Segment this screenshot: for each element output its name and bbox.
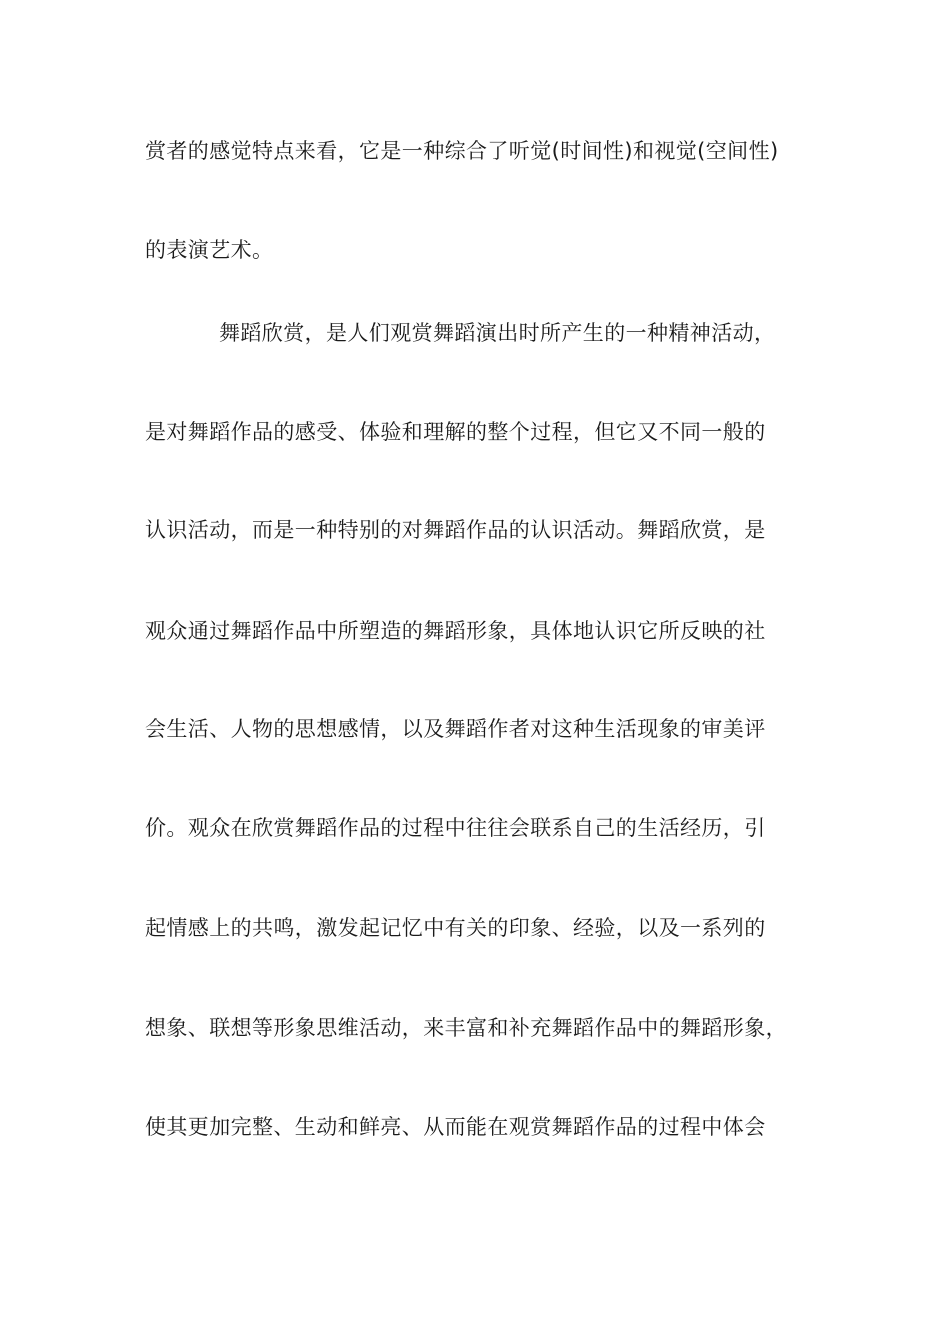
text-line: 起情感上的共鸣，激发起记忆中有关的印象、经验，以及一系列的 <box>145 916 766 940</box>
text-line: 赏者的感觉特点来看，它是一种综合了听觉(时间性)和视觉(空间性) <box>145 139 779 163</box>
text-line: 使其更加完整、生动和鲜亮、从而能在观赏舞蹈作品的过程中体会 <box>145 1115 766 1139</box>
text-line: 认识活动，而是一种特别的对舞蹈作品的认识活动。舞蹈欣赏，是 <box>145 518 766 542</box>
text-line: 是对舞蹈作品的感受、体验和理解的整个过程，但它又不同一般的 <box>145 420 766 444</box>
text-line: 想象、联想等形象思维活动，来丰富和补充舞蹈作品中的舞蹈形象， <box>145 1016 787 1040</box>
text-line: 会生活、人物的思想感情，以及舞蹈作者对这种生活现象的审美评 <box>145 717 766 741</box>
text-line: 价。观众在欣赏舞蹈作品的过程中往往会联系自己的生活经历，引 <box>145 816 766 840</box>
paragraph-start-line: 舞蹈欣赏，是人们观赏舞蹈演出时所产生的一种精神活动， <box>219 321 776 345</box>
text-line: 观众通过舞蹈作品中所塑造的舞蹈形象，具体地认识它所反映的社 <box>145 619 766 643</box>
text-line: 的表演艺术。 <box>145 238 274 262</box>
